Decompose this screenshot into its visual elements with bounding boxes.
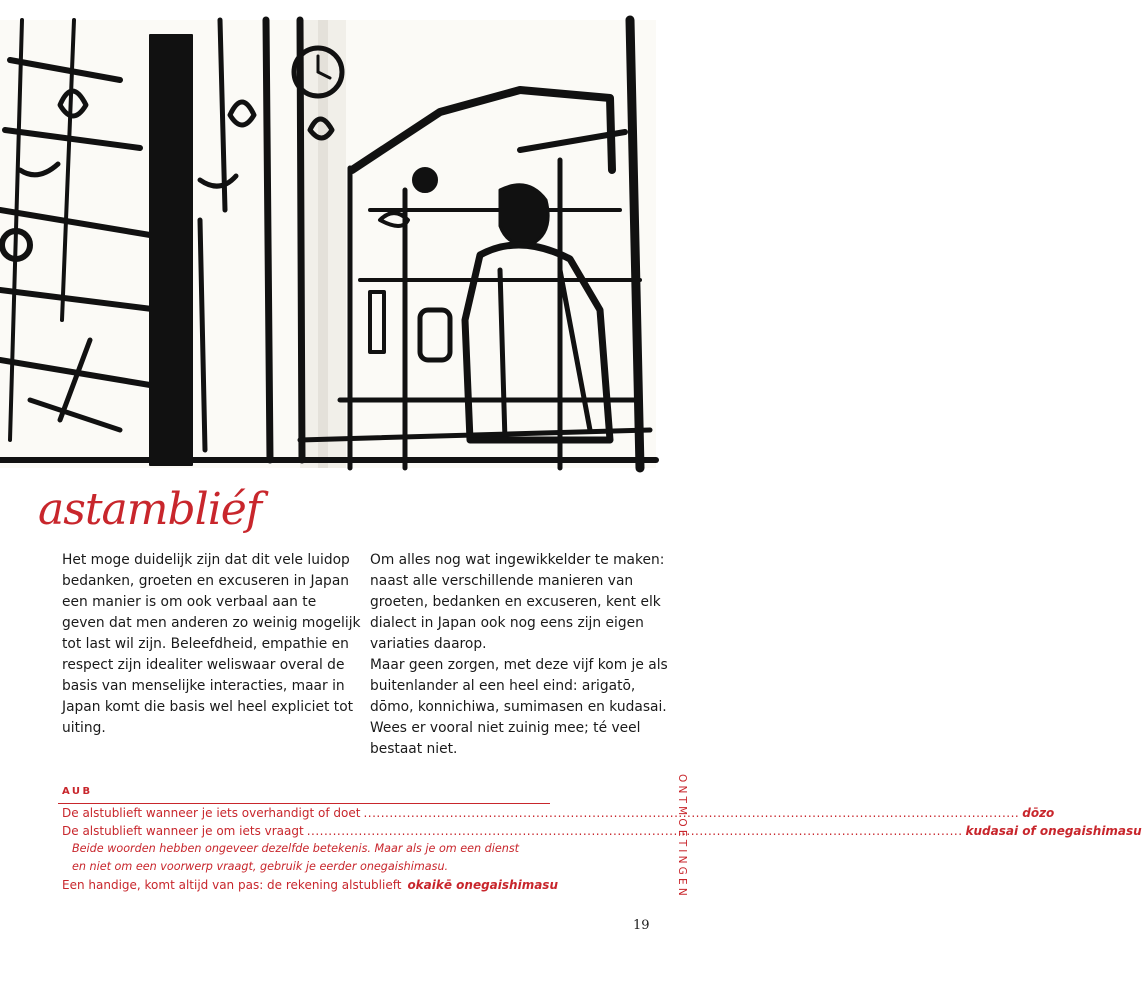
cafe-sketch-illustration bbox=[0, 20, 656, 468]
body-paragraph: Om alles nog wat ingewikkelder te maken: naast alle verschillende manieren van groeten, bedanken en excuseren, kent elk dialect in Japan ook nog eens zijn eigen variaties daarop. bbox=[370, 552, 665, 652]
phrase-text: Een handige, komt altijd van pas: de rekening alstublieft bbox=[62, 878, 402, 892]
phrase-answer: kudasai of onegaishimasu bbox=[965, 824, 1142, 838]
phrase-row bbox=[62, 804, 1055, 822]
phrase-text: De alstublieft wanneer je om iets vraagt bbox=[62, 824, 304, 838]
phrase-row bbox=[62, 822, 1142, 840]
phrase-answer: dōzo bbox=[1022, 806, 1055, 820]
phrase-text: De alstublieft wanneer je iets overhandigt of doet bbox=[62, 806, 361, 820]
phrase-note-line: Beide woorden hebben ongeveer dezelfde betekenis. Maar als je om een dienst bbox=[72, 842, 520, 855]
phrase-note-line: en niet om een voorwerp vraagt, gebruik je eerder onegaishimasu. bbox=[72, 860, 449, 873]
section-heading: astambliéf bbox=[38, 484, 262, 535]
body-text-left-column bbox=[62, 550, 362, 739]
body-text-right-column bbox=[370, 550, 682, 760]
body-paragraph: Het moge duidelijk zijn dat dit vele luidop bedanken, groeten en excuseren in Japan een manier is om ook verbaal aan te geven dat men anderen zo weinig mogelijk tot last wil zijn. Beleefdheid, empathie en respect zijn idealiter weliswaar overal de basis van menselijke interacties, maar in Japan komt die basis wel heel expliciet tot uiting. bbox=[62, 552, 361, 736]
phrase-answer: okaikē onegaishimasu bbox=[407, 878, 558, 892]
page-number: 19 bbox=[633, 918, 650, 933]
leader-dots: ........................................................................................................................................................ bbox=[306, 824, 963, 838]
phrase-list-heading: AUB bbox=[62, 786, 93, 797]
leader-dots: ........................................................................................................................................................ bbox=[363, 806, 1020, 820]
body-paragraph: Maar geen zorgen, met deze vijf kom je als buitenlander al een heel eind: arigatō, dōmo, konnichiwa, sumimasen en kudasai. Wees er vooral niet zuinig mee; té veel bestaat niet. bbox=[370, 657, 668, 757]
phrase-row bbox=[62, 876, 558, 894]
chapter-side-label: ONTMOETINGEN bbox=[676, 774, 688, 899]
